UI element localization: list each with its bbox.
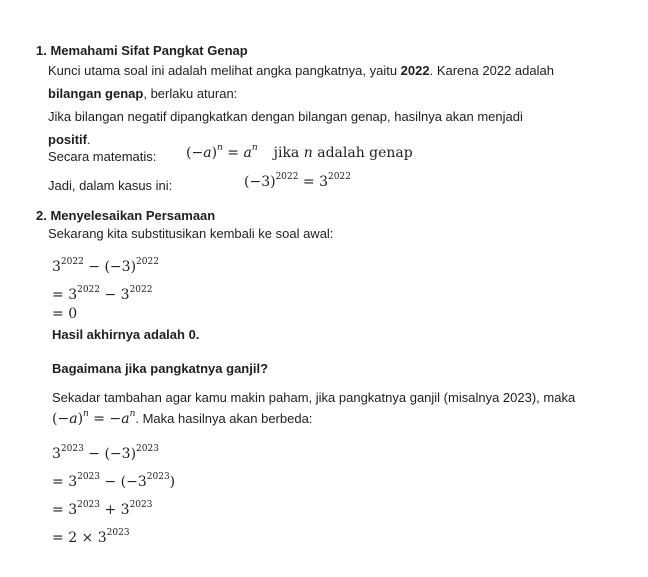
odd-equation-line-2: = $3^{2023} - (-3^{2023})$: [52, 472, 176, 490]
odd-power-rule-formula: $(-a)^n = -a^n$: [52, 409, 136, 427]
equation-line-1: $3^{2022} - (-3)^{2022}$: [52, 257, 159, 275]
equation-line-3: = 0: [52, 306, 78, 322]
text-segment: . Karena 2022 adalah: [429, 63, 554, 78]
text-segment: . Maka hasilnya akan berbeda:: [135, 411, 313, 426]
section1-paragraph-line1: [48, 63, 554, 78]
rule-text: jika: [273, 145, 300, 161]
odd-equation-line-4: = $2 \times 3^{2023}$: [52, 528, 130, 546]
even-number-highlight: bilangan genap: [48, 86, 144, 101]
section1-paragraph-line2: [48, 86, 237, 101]
exponent-highlight: 2022: [400, 63, 430, 78]
section2-heading: 2. Menyelesaikan Persamaan: [36, 208, 216, 223]
positive-highlight: positif: [48, 132, 87, 147]
odd-equation-line-1: $3^{2023} - (-3)^{2023}$: [52, 444, 159, 462]
final-result: Hasil akhirnya adalah 0.: [52, 327, 200, 342]
case-label: Jadi, dalam kasus ini:: [48, 178, 173, 193]
odd-explanation-line1: Sekadar tambahan agar kamu makin paham, jika pangkatnya ganjil (misalnya 2023), maka: [52, 390, 576, 405]
odd-equation-line-3: = $3^{2023} + 3^{2023}$: [52, 500, 153, 518]
odd-heading: Bagaimana jika pangkatnya ganjil?: [52, 361, 269, 376]
math-label: Secara matematis:: [48, 149, 157, 164]
section1-heading: 1. Memahami Sifat Pangkat Genap: [36, 43, 248, 58]
text-segment: Kunci utama soal ini adalah melihat angka pangkatnya, yaitu: [48, 63, 401, 78]
section1-rule-line1: Jika bilangan negatif dipangkatkan dengan bilangan genap, hasilnya akan menjadi: [48, 109, 523, 124]
case-formula: $(-3)^{2022} = 3^{2022}$: [244, 172, 351, 190]
equation-line-2: = $3^{2022} - 3^{2022}$: [52, 285, 153, 303]
rule-text: adalah genap: [317, 145, 413, 161]
even-power-rule-formula: $(-a)^n = a^n$ jika n adalah genap: [186, 143, 413, 161]
section2-intro: Sekarang kita substitusikan kembali ke soal awal:: [48, 226, 334, 241]
odd-explanation-line2: [52, 411, 312, 427]
text-segment: .: [87, 132, 91, 147]
text-segment: , berlaku aturan:: [143, 86, 238, 101]
section1-rule-line2: [48, 132, 91, 147]
